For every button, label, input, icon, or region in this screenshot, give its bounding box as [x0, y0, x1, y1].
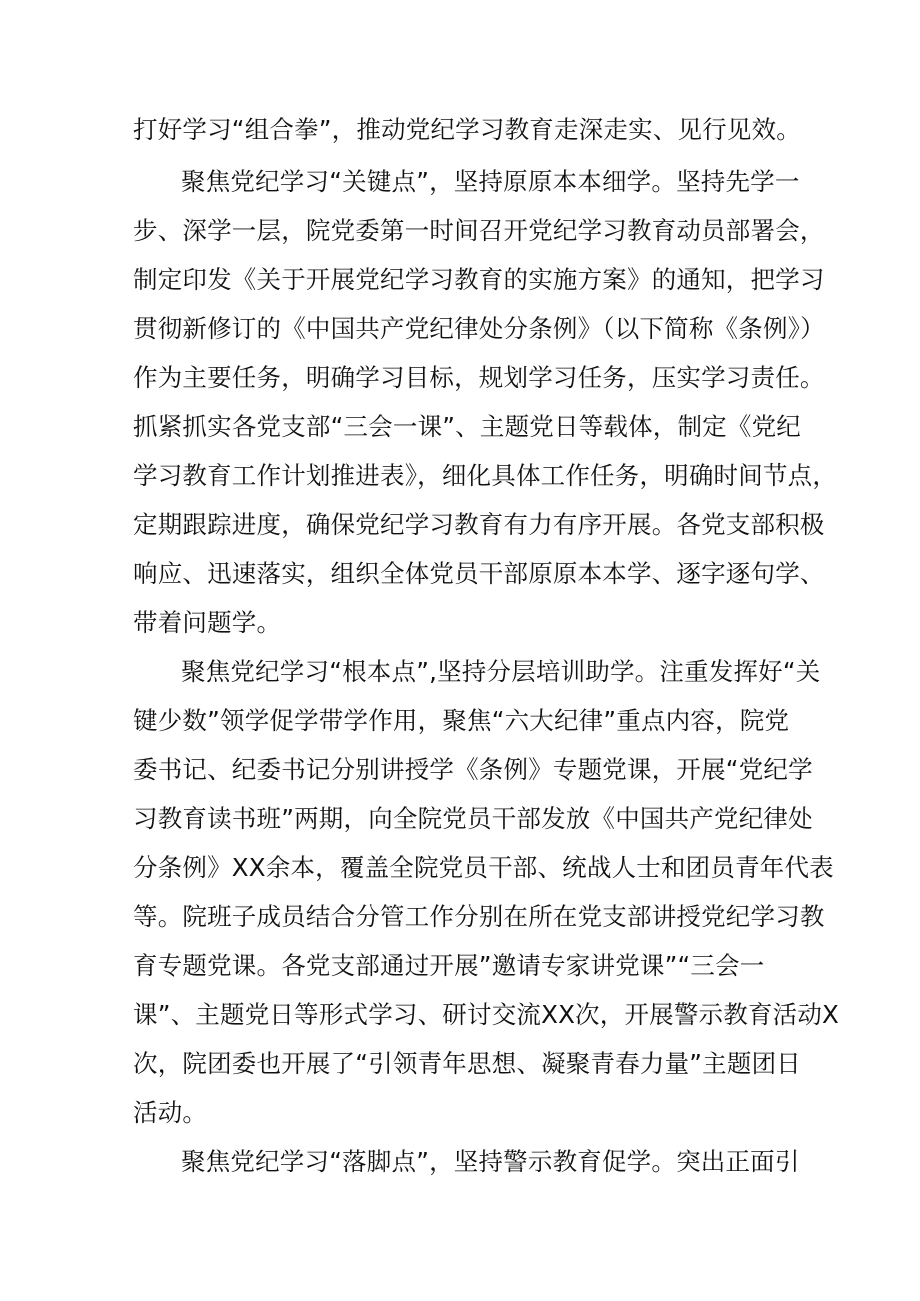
text-line-5: 贯彻新修订的《中国共产党纪律处分条例》（以下简称《条例》） [133, 314, 825, 343]
text-line-9: 定期跟踪进度，确保党纪学习教育有力有序开展。各党支部积极 [133, 510, 825, 539]
text-line-22: 聚焦党纪学习“落脚点”，坚持警示教育促学。突出正面引 [181, 1147, 800, 1176]
text-line-14: 委书记、纪委书记分别讲授学《条例》专题党课，开展“党纪学 [133, 755, 813, 784]
text-line-11: 带着问题学。 [133, 608, 282, 637]
text-line-1: 打好学习“组合拳”，推动党纪学习教育走深走实、见行见效。 [133, 115, 801, 144]
text-line-10: 响应、迅速落实，组织全体党员干部原原本本学、逐字逐句学、 [133, 559, 825, 588]
text-line-15: 习教育读书班”两期，向全院党员干部发放《中国共产党纪律处 [133, 804, 813, 833]
text-line-7: 抓紧抓实各党支部“三会一课”、主题党日等载体，制定《党纪 [133, 412, 801, 441]
text-line-2: 聚焦党纪学习“关键点”，坚持原原本本细学。坚持先学一 [181, 167, 800, 196]
text-line-19: 课”、主题党日等形式学习、研讨交流XX次，开展警示教育活动X [133, 1000, 840, 1029]
text-line-20: 次，院团委也开展了“引领青年思想、凝聚青春力量”主题团日 [133, 1049, 801, 1078]
text-line-6: 作为主要任务，明确学习目标，规划学习任务，压实学习责任。 [133, 363, 825, 392]
text-line-8: 学习教育工作计划推进表》，细化具体工作任务，明确时间节点， [133, 461, 838, 490]
text-line-18: 育专题党课。各党支部通过开展”邀请专家讲党课”“三会一 [133, 951, 765, 980]
text-line-16: 分条例》XX余本，覆盖全院党员干部、统战人士和团员青年代表 [133, 853, 834, 882]
text-line-21: 活动。 [133, 1098, 208, 1127]
text-line-4: 制定印发《关于开展党纪学习教育的实施方案》的通知，把学习 [133, 265, 825, 294]
text-line-12: 聚焦党纪学习“根本点”,坚持分层培训助学。注重发挥好“关 [181, 657, 821, 686]
text-line-13: 键少数”领学促学带学作用，聚焦“六大纪律”重点内容，院党 [133, 706, 790, 735]
text-line-3: 步、深学一层，院党委第一时间召开党纪学习教育动员部署会， [133, 216, 825, 245]
text-line-17: 等。院班子成员结合分管工作分别在所在党支部讲授党纪学习教 [133, 902, 825, 931]
